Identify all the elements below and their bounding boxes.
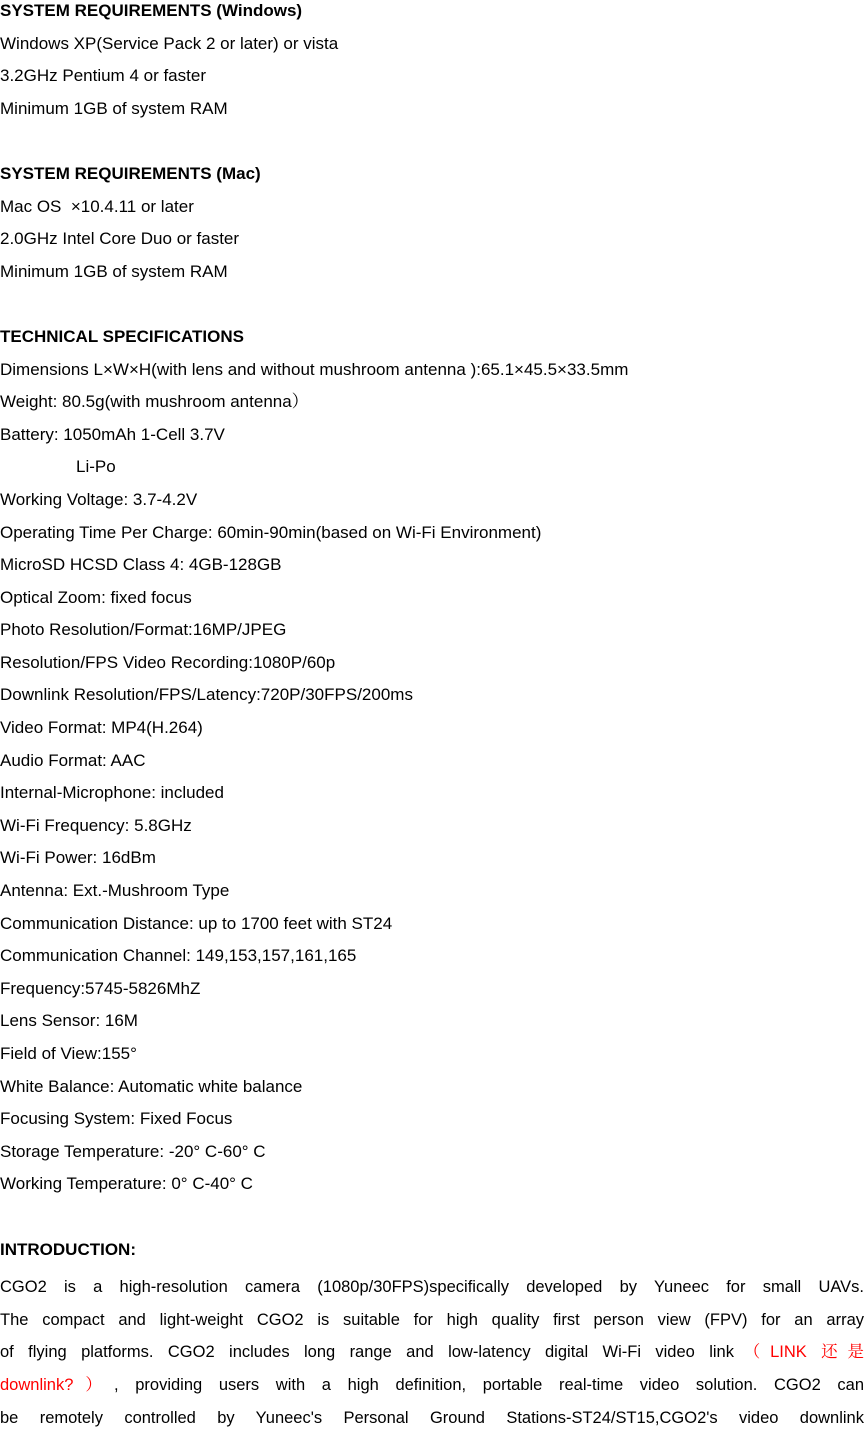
mac-cpu-line: 2.0GHz Intel Core Duo or faster [0, 229, 240, 249]
spec-focusing-system: Focusing System: Fixed Focus [0, 1109, 233, 1129]
spec-photo-resolution: Photo Resolution/Format:16MP/JPEG [0, 620, 287, 640]
spec-video-recording: Resolution/FPS Video Recording:1080P/60p [0, 652, 336, 672]
spec-battery-type: Li-Po [76, 457, 116, 477]
windows-cpu-line: 3.2GHz Pentium 4 or faster [0, 66, 206, 86]
intro-line-3-text: of flying platforms. CGO2 includes long range and low-latency digital Wi-Fi video link [0, 1343, 734, 1362]
spec-storage-temperature: Storage Temperature: -20° C-60° C [0, 1141, 266, 1161]
spec-antenna: Antenna: Ext.-Mushroom Type [0, 881, 230, 901]
introduction-paragraph [0, 1271, 864, 1434]
intro-line-5: be remotely controlled by Yuneec's Personal Ground Stations-ST24/ST15,CGO2's video downlink [0, 1408, 864, 1427]
spec-microphone: Internal-Microphone: included [0, 783, 224, 803]
intro-line-3 [0, 1336, 864, 1369]
mac-os-line: Mac OS ×10.4.11 or later [0, 196, 194, 216]
spec-weight: Weight: 80.5g(with mushroom antenna） [0, 392, 309, 412]
spec-operating-time: Operating Time Per Charge: 60min-90min(based on Wi-Fi Environment) [0, 522, 542, 542]
spec-wifi-frequency: Wi-Fi Frequency: 5.8GHz [0, 815, 192, 835]
spec-communication-channel: Communication Channel: 149,153,157,161,165 [0, 946, 357, 966]
spec-microsd: MicroSD HCSD Class 4: 4GB-128GB [0, 555, 282, 575]
mac-ram-line: Minimum 1GB of system RAM [0, 261, 228, 281]
windows-ram-line: Minimum 1GB of system RAM [0, 98, 228, 118]
spec-battery: Battery: 1050mAh 1-Cell 3.7V [0, 424, 225, 444]
intro-line-4-text: , providing users with a high definition, portable real-time video solution. CGO2 can [114, 1375, 864, 1394]
intro-annotation-link: （LINK 还是 [733, 1343, 864, 1362]
spec-working-voltage: Working Voltage: 3.7-4.2V [0, 489, 198, 509]
intro-annotation-downlink: downlink?） [0, 1375, 114, 1394]
spacer [0, 130, 864, 163]
spec-lens-sensor: Lens Sensor: 16M [0, 1011, 138, 1031]
spec-working-temperature: Working Temperature: 0° C-40° C [0, 1174, 253, 1194]
spec-video-format: Video Format: MP4(H.264) [0, 718, 203, 738]
spec-wifi-power: Wi-Fi Power: 16dBm [0, 848, 156, 868]
windows-os-line: Windows XP(Service Pack 2 or later) or vista [0, 33, 339, 53]
windows-requirements-heading: SYSTEM REQUIREMENTS (Windows) [0, 1, 303, 20]
intro-line-1: CGO2 is a high-resolution camera (1080p/30FPS)specifically developed by Yuneec for small UAVs. [0, 1278, 864, 1297]
mac-requirements-heading: SYSTEM REQUIREMENTS (Mac) [0, 163, 261, 183]
technical-specifications-heading: TECHNICAL SPECIFICATIONS [0, 326, 244, 346]
intro-line-4 [0, 1369, 864, 1402]
spec-white-balance: White Balance: Automatic white balance [0, 1076, 303, 1096]
spacer [0, 293, 864, 326]
spacer [0, 1206, 864, 1239]
intro-line-2: The compact and light-weight CGO2 is suitable for high quality first person view (FPV) for an array [0, 1310, 864, 1329]
spec-downlink: Downlink Resolution/FPS/Latency:720P/30FPS/200ms [0, 685, 413, 705]
introduction-heading: INTRODUCTION: [0, 1239, 136, 1259]
spec-frequency: Frequency:5745-5826MhZ [0, 978, 201, 998]
spec-dimensions: Dimensions L×W×H(with lens and without mushroom antenna ):65.1×45.5×33.5mm [0, 359, 629, 379]
spec-communication-distance: Communication Distance: up to 1700 feet with ST24 [0, 913, 393, 933]
spec-field-of-view: Field of View:155° [0, 1044, 137, 1063]
spec-optical-zoom: Optical Zoom: fixed focus [0, 587, 192, 607]
spec-audio-format: Audio Format: AAC [0, 750, 146, 770]
